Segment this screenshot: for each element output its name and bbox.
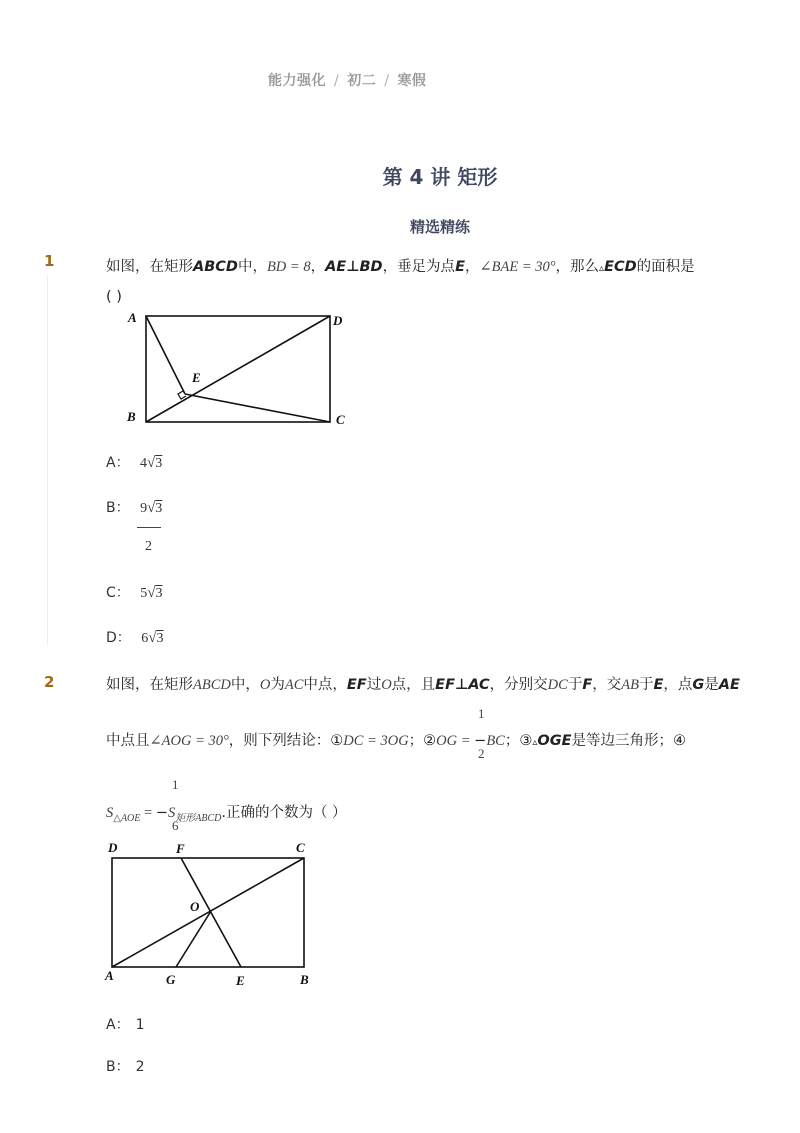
option-b[interactable]: B： 2 xyxy=(106,1059,145,1075)
fraction-denominator: 2 xyxy=(478,746,485,761)
vertex-label-c: C xyxy=(336,412,345,427)
option-a[interactable]: A： 4√3 xyxy=(106,455,163,471)
question-number: 1 xyxy=(44,252,55,270)
fraction-numerator: 1 xyxy=(478,706,485,721)
vertex-label-g: G xyxy=(166,972,176,987)
breadcrumb-separator: / xyxy=(384,73,390,89)
fraction-denominator: 6 xyxy=(172,818,179,833)
vertex-label-c: C xyxy=(296,840,305,855)
breadcrumb-term[interactable]: 寒假 xyxy=(397,73,427,89)
vertex-label-f: F xyxy=(176,841,185,856)
breadcrumb xyxy=(268,70,426,90)
fraction-denominator: 2 xyxy=(145,539,152,554)
vertex-label-d: D xyxy=(333,313,343,328)
breadcrumb-grade-level[interactable]: 能力强化 xyxy=(268,73,326,89)
lesson-title: 第 4 讲 矩形 xyxy=(382,165,498,189)
vertex-label-d: D xyxy=(108,840,118,855)
question-1-text: 如图，在矩形ABCD中，BD = 8，AE⊥BD，垂足为点E，∠BAE = 30°，那么▵ECD的面积是 xyxy=(106,259,695,275)
vertex-label-a: A xyxy=(128,310,137,325)
vertex-label-e: E xyxy=(192,370,201,385)
vertex-label-e: E xyxy=(236,973,245,988)
option-c[interactable]: C： 5√3 xyxy=(106,585,163,601)
vertex-label-b: B xyxy=(300,972,309,987)
breadcrumb-separator: / xyxy=(334,73,340,89)
question-number: 2 xyxy=(44,673,55,691)
question-2-line-1: 如图，在矩形ABCD中，O为AC中点，EF过O点，且EF⊥AC，分别交DC于F，交AB于E，点G是AE xyxy=(106,677,740,693)
vertex-label-b: B xyxy=(127,409,136,424)
question-2-line-2: 中点且∠AOG = 30°，则下列结论：①DC = 3OG；②OG = −BC；③▵OGE是等边三角形；④ xyxy=(106,733,687,749)
breadcrumb-grade[interactable]: 初二 xyxy=(347,73,377,89)
option-a[interactable]: A： 1 xyxy=(106,1017,145,1033)
fraction-numerator: 1 xyxy=(172,777,179,792)
answer-parentheses: ( ) xyxy=(106,289,122,305)
figure-rectangle-abcd-2 xyxy=(100,835,320,995)
vertex-label-o: O xyxy=(190,899,200,914)
question-divider xyxy=(47,275,48,645)
question-2-line-3: $S_{\triangle AOE} = -S_{矩形ABCD}$.正确的个数为（ ） xyxy=(106,805,347,824)
option-d[interactable]: D： 6√3 xyxy=(106,630,164,646)
section-title: 精选精练 xyxy=(409,218,470,236)
vertex-label-a: A xyxy=(105,968,114,983)
option-b[interactable]: B： 9√3 xyxy=(106,500,163,516)
figure-rectangle-abcd xyxy=(120,308,360,433)
fraction-bar xyxy=(137,527,161,528)
